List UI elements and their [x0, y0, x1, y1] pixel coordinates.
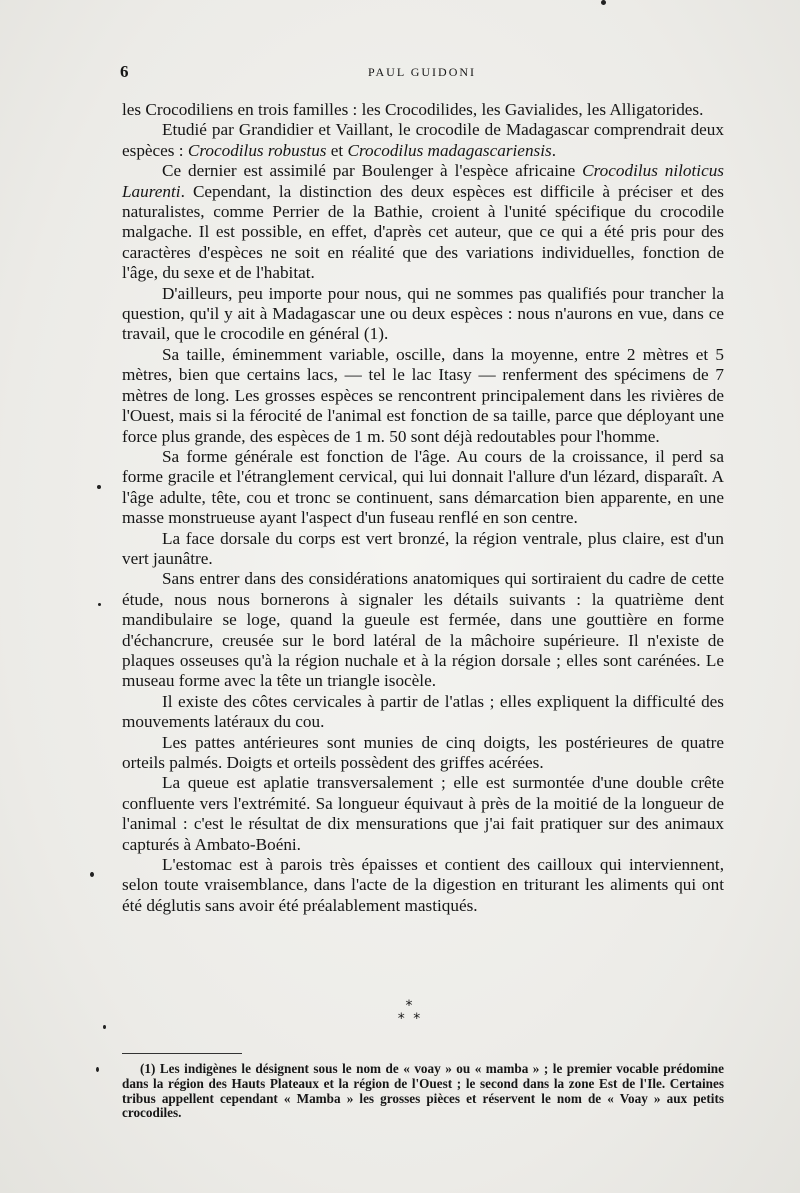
separator-top-asterisk: *: [405, 998, 415, 1014]
section-separator: [380, 1000, 440, 1026]
paragraph-7: La face dorsale du corps est vert bronzé, la région ventrale, plus claire, est d'un vert jaunâtre.: [122, 528, 724, 568]
separator-bottom-asterisks: * *: [397, 1011, 423, 1027]
paragraph-4: D'ailleurs, peu importe pour nous, qui ne sommes pas qualifiés pour trancher la question, qu'il y ait à Madagascar une ou deux espèces : nous n'aurons en vue, dans ce travail, que le crocodile en général (1).: [122, 283, 724, 344]
paragraph-2-conjunction: et: [326, 140, 348, 160]
paragraph-8: Sans entrer dans des considérations anatomiques qui sortiraient du cadre de cette étude, nous nous bornerons à signaler les détails suivants : la quatrième dent mandibulaire se loge, quand la gueule est fermée, dans une gouttière en forme d'échancrure, creusée sur le bord latéral de la mâchoire supérieure. Il n'existe de plaques osseuses qu'à la région nuchale et à la région dorsale ; elles sont carénées. Le museau forme avec la tête un triangle isocèle.: [122, 569, 724, 691]
species-name-niloticus: Crocodilus niloticus Laurenti: [122, 161, 724, 201]
page-header: [120, 62, 724, 82]
print-speck: [103, 1025, 106, 1029]
paragraph-6: Sa forme générale est fonction de l'âge. Au cours de la croissance, il perd sa forme gracile et l'étranglement cervical, qui lui donnait l'allure d'un lézard, disparaît. A l'âge adulte, tête, cou et tronc se continuent, sans démarcation bien apparente, en une masse monstrueuse ayant l'aspect d'un fuseau renflé en son centre.: [122, 446, 724, 528]
footnote-text: (1) Les indigènes le désignent sous le nom de « voay » ou « mamba » ; le premier vocable prédomine dans la région des Hauts Plateaux et la région de l'Ouest ; le second dans la zone Est de l'Ile. Certaines tribus appellent cependant « Mamba » les grosses pièces et réservent le nom de « Voay » aux petits crocodiles.: [122, 1061, 724, 1121]
page-number: 6: [120, 62, 129, 81]
species-name-robustus: Crocodilus robustus: [187, 140, 327, 160]
paragraph-10: Les pattes antérieures sont munies de cinq doigts, les postérieures de quatre orteils palmés. Doigts et orteils possèdent des griffes acérées.: [122, 732, 724, 772]
print-speck: [90, 872, 94, 877]
paragraph-3-text-a: Ce dernier est assimilé par Boulenger à l'espèce africaine: [162, 161, 583, 181]
print-speck: [601, 0, 606, 5]
footnote: [122, 1062, 724, 1121]
print-speck: [96, 1067, 99, 1072]
print-speck: [97, 485, 101, 489]
running-head: PAUL GUIDONI: [367, 65, 477, 79]
footnote-rule: [122, 1053, 242, 1054]
paragraph-3: [122, 161, 724, 283]
print-speck: [98, 603, 101, 606]
paragraph-3-text-b: . Cependant, la distinction des deux espèces est difficile à préciser et des naturalistes, comme Perrier de la Bathie, croient à l'unité spécifique du crocodile malgache. Il est possible, en effet, d'après cet auteur, que ce qui a été pris pour des caractères d'espèces ne soit en réalité que des variations individuelles, fonction de l'âge, du sexe et de l'habitat.: [122, 181, 724, 283]
paragraph-2-text: Etudié par Grandidier et Vaillant, le crocodile de Madagascar comprendrait deux espèces :: [122, 120, 724, 160]
species-name-madagascariensis: Crocodilus madagascariensis: [347, 140, 552, 160]
paragraph-2-end: .: [551, 140, 556, 160]
paragraph-12: L'estomac est à parois très épaisses et contient des cailloux qui interviennent, selon toute vraisemblance, dans l'acte de la digestion en triturant les aliments qui ont été déglutis sans avoir été préalablement mastiqués.: [122, 855, 724, 915]
paragraph-5: Sa taille, éminemment variable, oscille, dans la moyenne, entre 2 mètres et 5 mètres, bien que certains lacs, — tel le lac Itasy — renferment des spécimens de 7 mètres de long. Les grosses espèces se rencontrent principalement dans les rivières de l'Ouest, mais si la férocité de l'animal est fonction de sa taille, parce que déployant une force plus grande, des espèces de 1 m. 50 sont déjà redoutables pour l'homme.: [122, 344, 724, 446]
paragraph-11: La queue est aplatie transversalement ; elle est surmontée d'une double crête confluente vers l'extrémité. Sa longueur équivaut à près de la moitié de la longueur de l'animal : c'est le résultat de dix mensurations que j'ai fait pratiquer sur des animaux capturés à Ambato-Boéni.: [122, 773, 724, 854]
paragraph-9: Il existe des côtes cervicales à partir de l'atlas ; elles expliquent la difficulté des mouvements latéraux du cou.: [122, 691, 724, 732]
body-text: [122, 100, 724, 916]
paragraph-1: les Crocodiliens en trois familles : les Crocodilides, les Gavialides, les Alligatorides.: [122, 100, 704, 119]
paragraph-2: [122, 120, 724, 161]
